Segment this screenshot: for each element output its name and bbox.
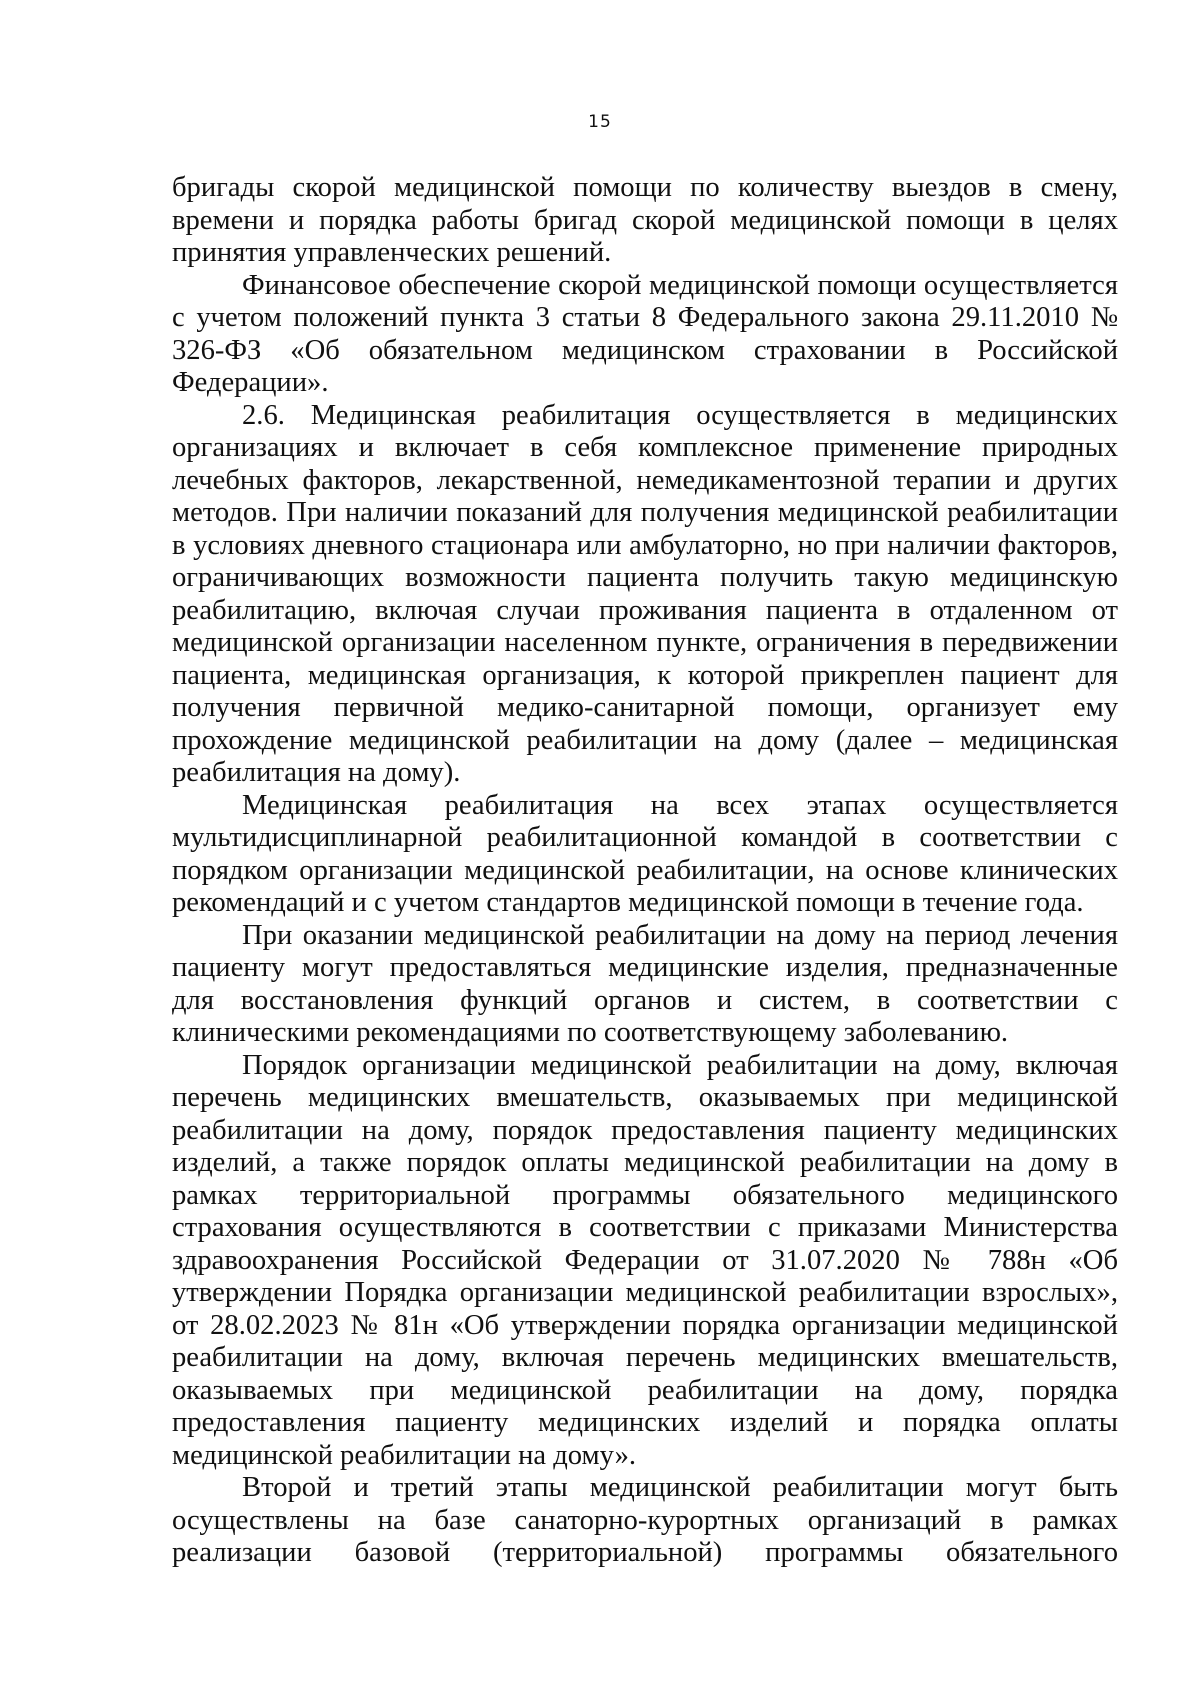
paragraph-section-2-6: 2.6. Медицинская реабилитация осуществляется в медицинских организациях и включает в себя комплексное применение природных лечебных факторов, лекарственной, немедикаментозной терапии и других методов. При наличии показаний для получения медицинской реабилитации в условиях дневного стационара или амбулаторно, но при наличии факторов, ограничивающих возможности пациента получить такую медицинскую реабилитацию, включая случаи проживания пациента в отдаленном от медицинской организации населенном пункте, ограничения в передвижении пациента, медицинская организация, к которой прикреплен пациент для получения первичной медико-санитарной помощи, организует ему прохождение медицинской реабилитации на дому (далее – медицинская реабилитация на дому). [172, 399, 1118, 788]
paragraph-financing: Финансовое обеспечение скорой медицинской помощи осуществляется с учетом положений пункта 3 статьи 8 Федерального закона 29.11.2010 № 326-ФЗ «Об обязательном медицинском страховании в Российской Федерации». [172, 269, 1118, 398]
paragraph-sanatorium: Второй и третий этапы медицинской реабилитации могут быть осуществлены на базе санаторно-курортных организаций в рамках реализации базовой (территориальной) программы обязательного [172, 1472, 1118, 1568]
paragraph-continuation: бригады скорой медицинской помощи по количеству выездов в смену, времени и порядка работы бригад скорой медицинской помощи в целях принятия управленческих решений. [172, 172, 1118, 268]
paragraph-rehab-stages: Медицинская реабилитация на всех этапах осуществляется мультидисциплинарной реабилитационной командой в соответствии с порядком организации медицинской реабилитации, на основе клинических рекомендаций и с учетом стандартов медицинской помощи в течение года. [172, 789, 1118, 918]
document-body [172, 172, 1118, 1570]
page-number: 15 [588, 112, 612, 132]
paragraph-home-rehab-order: Порядок организации медицинской реабилитации на дому, включая перечень медицинских вмешательств, оказываемых при медицинской реабилитации на дому, порядок предоставления пациенту медицинских изделий, а также порядок оплаты медицинской реабилитации на дому в рамках территориальной программы обязательного медицинского страхования осуществляются в соответствии с приказами Министерства здравоохранения Российской Федерации от 31.07.2020 № 788н «Об утверждении Порядка организации медицинской реабилитации взрослых», от 28.02.2023 № 81н «Об утверждении порядка организации медицинской реабилитации на дому, включая перечень медицинских вмешательств, оказываемых при медицинской реабилитации на дому, порядка предоставления пациенту медицинских изделий и порядка оплаты медицинской реабилитации на дому». [172, 1049, 1118, 1471]
paragraph-medical-devices: При оказании медицинской реабилитации на дому на период лечения пациенту могут предоставляться медицинские изделия, предназначенные для восстановления функций органов и систем, в соответствии с клиническими рекомендациями по соответствующему заболеванию. [172, 919, 1118, 1048]
